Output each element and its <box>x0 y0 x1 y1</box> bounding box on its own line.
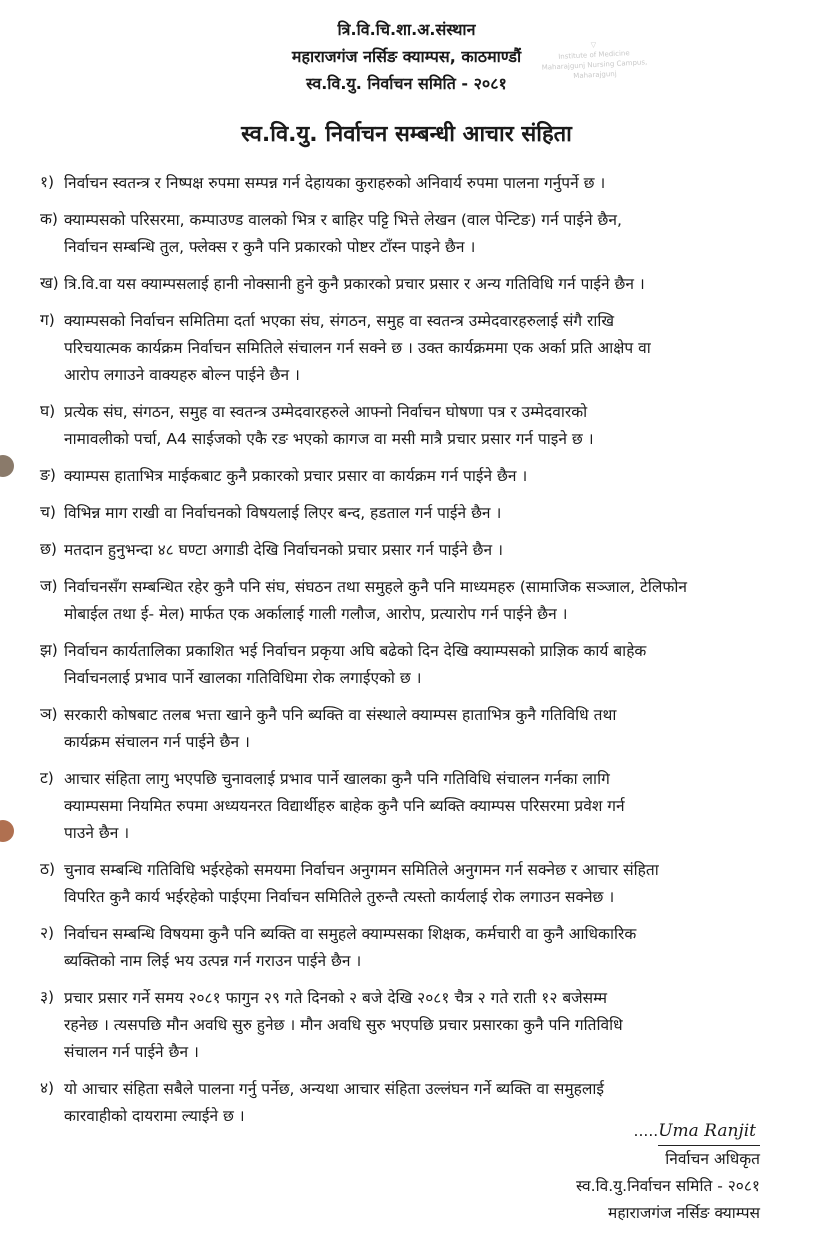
item-line: निर्वाचन सम्बन्धि तुल, फ्लेक्स र कुनै पनि प्रकारको पोष्टर टाँस्न पाइने छैन । <box>64 238 476 256</box>
header-institute: त्रि.वि.चि.शा.अ.संस्थान <box>337 20 476 39</box>
list-item <box>40 921 800 975</box>
item-text <box>64 537 503 564</box>
signature-block: .....Uma Ranjit निर्वाचन अधिकृत स्व.वि.यु.निर्वाचन समिति - २०८१ महाराजगंज नर्सिङ क्याम्पस <box>520 1118 760 1227</box>
signatory-designation: निर्वाचन अधिकृत <box>665 1150 760 1168</box>
item-line: निर्वाचन कार्यतालिका प्रकाशित भई निर्वाचन प्रकृया अघि बढेको दिन देखि क्याम्पसको प्राज्ञिक कार्य बाहेक <box>64 642 647 660</box>
item-line: क्याम्पसको निर्वाचन समितिमा दर्ता भएका संघ, संगठन, समुह वा स्वतन्त्र उम्मेदवारहरुलाई संगै राखि <box>64 312 615 330</box>
item-line: आरोप लगाउने वाक्यहरु बोल्न पाईने छैन । <box>64 366 300 384</box>
punch-hole <box>0 455 14 477</box>
item-text <box>64 766 625 847</box>
item-text <box>64 399 594 453</box>
item-text <box>64 271 645 298</box>
item-text <box>64 702 616 756</box>
item-line: परिचयात्मक कार्यक्रम निर्वाचन समितिले संचालन गर्न सक्ने छ । उक्त कार्यक्रममा एक अर्का प्रति आक्षेप वा <box>64 339 651 357</box>
item-marker: ४) <box>40 1079 55 1097</box>
list-item <box>40 500 800 527</box>
list-item <box>40 170 800 197</box>
header-campus: महाराजगंज नर्सिङ क्याम्पस, काठमाण्डौं <box>291 47 522 66</box>
item-text <box>64 574 687 628</box>
item-text <box>64 308 651 389</box>
signatory-campus: महाराजगंज नर्सिङ क्याम्पस <box>608 1204 760 1222</box>
item-marker: ज) <box>40 577 58 595</box>
item-line: ब्यक्तिको नाम लिई भय उत्पन्न गर्न गराउन पाईने छैन । <box>64 952 362 970</box>
signature: Uma Ranjit <box>658 1118 760 1146</box>
code-of-conduct-list <box>40 170 800 1140</box>
list-item <box>40 857 800 911</box>
list-item <box>40 574 800 628</box>
item-marker: ट) <box>40 769 54 787</box>
document-title: स्व.वि.यु. निर्वाचन सम्बन्धी आचार संहिता <box>241 122 572 147</box>
item-line: निर्वाचन सम्बन्धि विषयमा कुनै पनि ब्यक्ति वा समुहले क्याम्पसका शिक्षक, कर्मचारी वा कुनै आधिकारिक <box>64 925 637 943</box>
list-item <box>40 537 800 564</box>
item-line: कार्यक्रम संचालन गर्न पाईने छैन । <box>64 733 250 751</box>
item-marker: ठ) <box>40 860 56 878</box>
item-marker: झ) <box>40 641 58 659</box>
item-text <box>64 638 646 692</box>
item-line: मतदान हुनुभन्दा ४८ घण्टा अगाडी देखि निर्वाचनको प्रचार प्रसार गर्न पाईने छैन । <box>64 541 503 559</box>
item-marker: ग) <box>40 311 55 329</box>
list-item <box>40 399 800 453</box>
item-line: प्रत्येक संघ, संगठन, समुह वा स्वतन्त्र उम्मेदवारहरुले आफ्नो निर्वाचन घोषणा पत्र र उम्मेदवारको <box>64 403 588 421</box>
item-line: सरकारी कोषबाट तलब भत्ता खाने कुनै पनि ब्यक्ति वा संस्थाले क्याम्पस हाताभित्र कुनै गतिविधि तथा <box>64 706 617 724</box>
item-marker: घ) <box>40 402 56 420</box>
item-marker: छ) <box>40 540 57 558</box>
item-line: प्रचार प्रसार गर्ने समय २०८१ फागुन २९ गते दिनको २ बजे देखि २०८१ चैत्र २ गते राती १२ बजेसम्म <box>64 989 608 1007</box>
item-line: चुनाव सम्बन्धि गतिविधि भईरहेको समयमा निर्वाचन अनुगमन समितिले अनुगमन गर्न सक्नेछ र आचार संहिता <box>64 861 659 879</box>
signatory-committee: स्व.वि.यु.निर्वाचन समिति - २०८१ <box>576 1177 760 1195</box>
item-line: विभिन्न माग राखी वा निर्वाचनको विषयलाई लिएर बन्द, हडताल गर्न पाईने छैन । <box>64 504 502 522</box>
item-marker: ञ) <box>40 705 58 723</box>
item-line: क्याम्पसको परिसरमा, कम्पाउण्ड वालको भित्र र बाहिर पट्टि भित्ते लेखन (वाल पेन्टिङ) गर्न पाईने छैन, <box>64 211 622 229</box>
item-line: निर्वाचनसँग सम्बन्धित रहेर कुनै पनि संघ, संघठन तथा समुहले कुनै पनि माध्यमहरु (सामाजिक सञ्जाल, टेलिफोन <box>64 578 687 596</box>
item-line: विपरित कुनै कार्य भईरहेको पाईएमा निर्वाचन समितिले तुरुन्तै त्यस्तो कार्यलाई रोक लगाउन सक्नेछ । <box>64 888 615 906</box>
item-marker: ३) <box>40 988 55 1006</box>
item-text <box>64 985 623 1066</box>
item-line: कारवाहीको दायरामा ल्याईने छ । <box>64 1107 245 1125</box>
header-committee: स्व.वि.यु. निर्वाचन समिति - २०८१ <box>306 74 507 93</box>
item-line: रहनेछ । त्यसपछि मौन अवधि सुरु हुनेछ । मौन अवधि सुरु भएपछि प्रचार प्रसारका कुनै पनि गतिविधि <box>64 1016 623 1034</box>
item-line: पाउने छैन । <box>64 824 130 842</box>
item-line: क्याम्पस हाताभित्र माईकबाट कुनै प्रकारको प्रचार प्रसार वा कार्यक्रम गर्न पाईने छैन । <box>64 467 528 485</box>
list-item <box>40 463 800 490</box>
list-item <box>40 638 800 692</box>
item-marker: ङ) <box>40 466 56 484</box>
item-line: यो आचार संहिता सबैले पालना गर्नु पर्नेछ, अन्यथा आचार संहिता उल्लंघन गर्ने ब्यक्ति वा समुहलाई <box>64 1080 605 1098</box>
item-text <box>64 500 501 527</box>
item-text <box>64 921 636 975</box>
item-line: निर्वाचनलाई प्रभाव पार्ने खालका गतिविधिमा रोक लगाईएको छ । <box>64 669 422 687</box>
list-item <box>40 702 800 756</box>
list-item <box>40 766 800 847</box>
item-line: त्रि.वि.वा यस क्याम्पसलाई हानी नोक्सानी हुने कुनै प्रकारको प्रचार प्रसार र अन्य गतिविधि गर्न पाईने छैन । <box>64 275 645 293</box>
item-marker: क) <box>40 210 58 228</box>
item-line: आचार संहिता लागु भएपछि चुनावलाई प्रभाव पार्ने खालका कुनै पनि गतिविधि संचालन गर्नका लागि <box>64 770 610 788</box>
item-line: क्याम्पसमा नियमित रुपमा अध्ययनरत विद्यार्थीहरु बाहेक कुनै पनि ब्यक्ति क्याम्पस परिसरमा प्रवेश गर्न <box>64 797 625 815</box>
item-line: निर्वाचन स्वतन्त्र र निष्पक्ष रुपमा सम्पन्न गर्न देहायका कुराहरुको अनिवार्य रुपमा पालना गर्नुपर्ने छ । <box>64 174 606 192</box>
punch-hole <box>0 820 14 842</box>
item-text <box>64 170 605 197</box>
list-item <box>40 985 800 1066</box>
item-line: नामावलीको पर्चा, A4 साईजको एकै रङ भएको कागज वा मसी मात्रै प्रचार प्रसार गर्न पाइने छ । <box>64 430 594 448</box>
item-text <box>64 857 659 911</box>
list-item <box>40 271 800 298</box>
item-text <box>64 207 622 261</box>
item-marker: च) <box>40 503 56 521</box>
item-marker: २) <box>40 924 55 942</box>
item-marker: ख) <box>40 274 59 292</box>
item-line: मोबाईल तथा ई- मेल) मार्फत एक अर्कालाई गाली गलौज, आरोप, प्रत्यारोप गर्न पाईने छैन । <box>64 605 568 623</box>
item-marker: १) <box>40 173 55 191</box>
list-item <box>40 308 800 389</box>
item-text <box>64 463 527 490</box>
item-line: संचालन गर्न पाईने छैन । <box>64 1043 199 1061</box>
faded-stamp: ▽ Institute of Medicine Maharajgunj Nursing Campus, Maharajgunj <box>541 40 648 81</box>
list-item <box>40 207 800 261</box>
